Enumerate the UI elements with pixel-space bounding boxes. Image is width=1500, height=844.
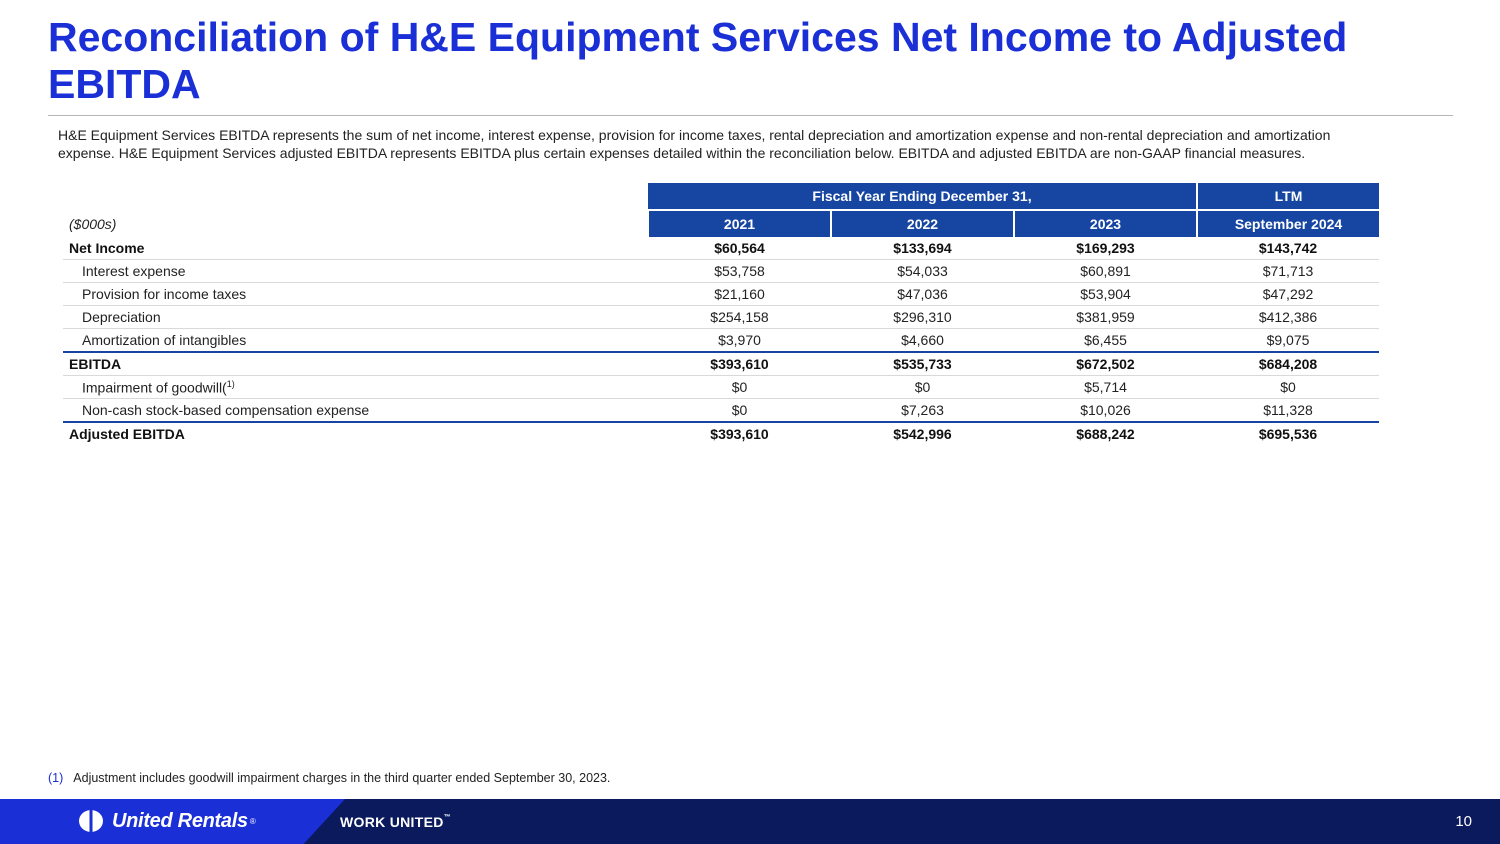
- cell-value: $542,996: [831, 422, 1014, 445]
- cell-value: $53,904: [1014, 283, 1197, 306]
- row-label: Provision for income taxes: [63, 283, 648, 306]
- row-label: Adjusted EBITDA: [63, 422, 648, 445]
- cell-value: $0: [648, 376, 831, 399]
- united-rentals-logo: [78, 809, 256, 833]
- table-row-net-income: [63, 237, 1379, 260]
- cell-value: $0: [731, 402, 748, 418]
- fiscal-year-header: Fiscal Year Ending December 31,: [648, 183, 1197, 210]
- cell-value: $381,959: [1014, 306, 1197, 329]
- cell-value: $0: [1197, 376, 1379, 399]
- footnote-text: Adjustment includes goodwill impairment charges in the third quarter ended September 30, 2023.: [73, 771, 611, 785]
- tagline: [340, 814, 451, 830]
- title-divider: [48, 115, 1453, 116]
- reconciliation-table: [63, 183, 1379, 445]
- row-label: Net Income: [63, 237, 648, 260]
- table-row-stock-compensation: [63, 399, 1379, 423]
- column-header-2023: 2023: [1014, 210, 1197, 237]
- united-rentals-logo-icon: [78, 809, 104, 833]
- table-row-income-taxes: [63, 283, 1379, 306]
- table-row-amortization: [63, 329, 1379, 353]
- cell-value: $393,610: [648, 422, 831, 445]
- cell-value: $672,502: [1014, 352, 1197, 376]
- cell-value: $4,660: [901, 332, 944, 348]
- row-label: [63, 376, 648, 399]
- cell-value: $6,455: [1084, 332, 1127, 348]
- units-label: ($000s): [63, 210, 648, 237]
- footnote-ref: 1): [226, 378, 235, 389]
- table-row-depreciation: [63, 306, 1379, 329]
- row-label: Non-cash stock-based compensation expense: [82, 402, 370, 418]
- footnote: [48, 771, 610, 785]
- row-label: Interest expense: [63, 260, 648, 283]
- cell-value: $21,160: [648, 283, 831, 306]
- header-blank: [63, 183, 648, 210]
- cell-value: $0: [831, 376, 1014, 399]
- logo-registered: ®: [249, 816, 256, 826]
- page-number: 10: [1455, 813, 1472, 830]
- cell-value: $296,310: [831, 306, 1014, 329]
- cell-value: $47,292: [1197, 283, 1379, 306]
- intro-paragraph: H&E Equipment Services EBITDA represents the sum of net income, interest expense, provision for income taxes, rental depreciation and amortization expense and non-rental depreciation and amortization expense. H&E Equipment Services adjusted EBITDA represents EBITDA plus certain expenses detailed within the reconciliation below. EBITDA and adjusted EBITDA are non-GAAP financial measures.: [58, 127, 1331, 161]
- ltm-header: LTM: [1197, 183, 1379, 210]
- footer-bar: [0, 799, 1500, 844]
- cell-value: $5,714: [1014, 376, 1197, 399]
- cell-value: $169,293: [1014, 237, 1197, 260]
- cell-value: $71,713: [1197, 260, 1379, 283]
- column-header-2021: 2021: [648, 210, 831, 237]
- cell-value: $535,733: [831, 352, 1014, 376]
- cell-value: $60,891: [1014, 260, 1197, 283]
- table-row-goodwill-impairment: [63, 376, 1379, 399]
- table-row-ebitda: [63, 352, 1379, 376]
- table-row-interest-expense: [63, 260, 1379, 283]
- row-label: EBITDA: [63, 352, 648, 376]
- cell-value: $10,026: [1080, 402, 1131, 418]
- table-row-adjusted-ebitda: [63, 422, 1379, 445]
- tagline-text: WORK UNITED: [340, 814, 444, 830]
- cell-value: $688,242: [1014, 422, 1197, 445]
- cell-value: $7,263: [901, 402, 944, 418]
- cell-value: $695,536: [1197, 422, 1379, 445]
- cell-value: $9,075: [1266, 332, 1310, 348]
- row-label: Depreciation: [63, 306, 648, 329]
- cell-value: $143,742: [1197, 237, 1379, 260]
- cell-value: $684,208: [1197, 352, 1379, 376]
- row-label-text: Impairment of goodwill(: [82, 379, 227, 396]
- cell-value: $54,033: [831, 260, 1014, 283]
- footnote-number: (1): [48, 771, 64, 785]
- cell-value: $53,758: [648, 260, 831, 283]
- page-title: Reconciliation of H&E Equipment Services Net Income to Adjusted EBITDA: [48, 14, 1348, 107]
- cell-value: $11,328: [1263, 402, 1313, 418]
- logo-text: United Rentals: [112, 809, 248, 832]
- cell-value: $254,158: [648, 306, 831, 329]
- column-header-2022: 2022: [831, 210, 1014, 237]
- cell-value: $60,564: [648, 237, 831, 260]
- cell-value: $3,970: [718, 332, 761, 348]
- cell-value: $412,386: [1197, 306, 1379, 329]
- row-label: Amortization of intangibles: [82, 332, 247, 348]
- cell-value: $47,036: [831, 283, 1014, 306]
- tagline-trademark: ™: [443, 814, 451, 821]
- cell-value: $393,610: [648, 352, 831, 376]
- cell-value: $133,694: [831, 237, 1014, 260]
- column-header-sept-2024: September 2024: [1197, 210, 1379, 237]
